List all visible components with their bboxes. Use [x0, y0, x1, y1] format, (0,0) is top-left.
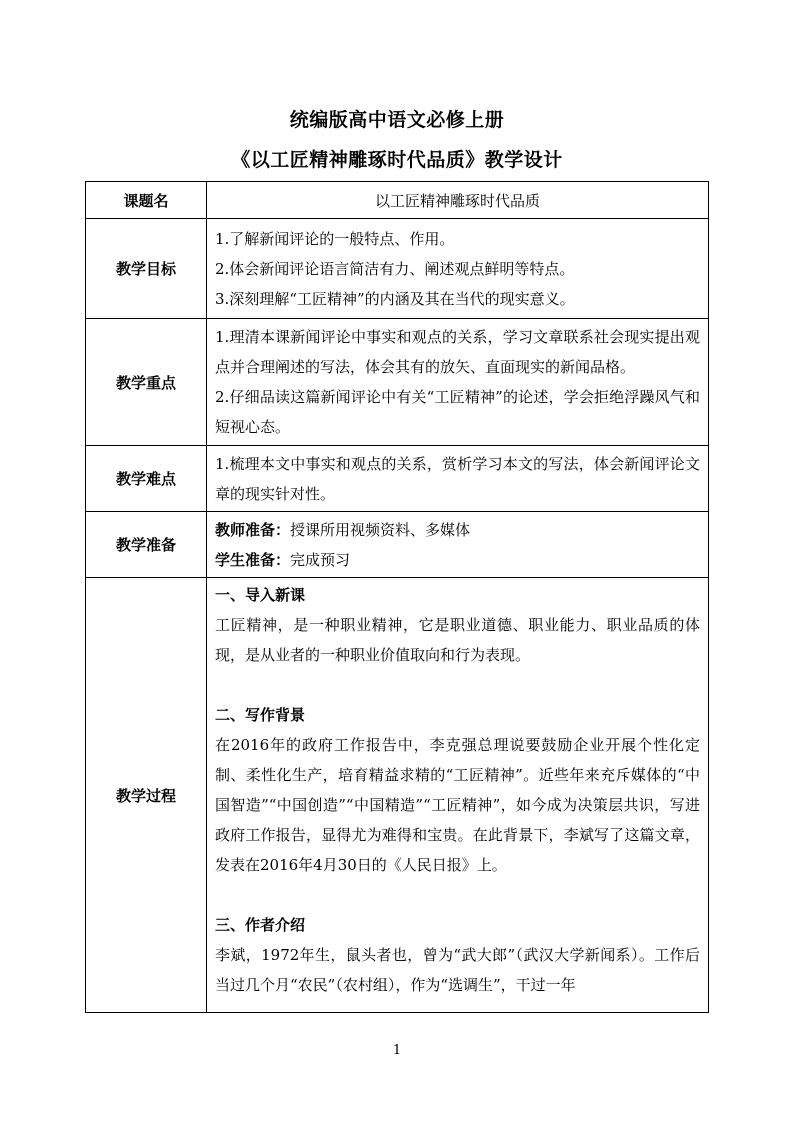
student-preparation: [215, 545, 700, 575]
topic-label: 课题名: [86, 182, 207, 219]
goals-content: [207, 219, 709, 319]
process-label: 教学过程: [86, 578, 207, 1013]
section-heading: 三、作者介绍: [215, 916, 306, 934]
table-row-topic: [86, 182, 709, 219]
document-title: 统编版高中语文必修上册: [289, 109, 505, 131]
difficulty-item: 1.梳理本文中事实和观点的关系，赏析学习本文的写法，体会新闻评论文章的现实针对性。: [215, 454, 700, 503]
student-preparation-label: 学生准备：: [215, 550, 291, 569]
student-preparation-value: 完成预习: [290, 550, 351, 569]
difficulties-content: [207, 446, 709, 512]
section-text: 在2016年的政府工作报告中，李克强总理说要鼓励企业开展个性化定制、柔性化生产，培育精益求精的“工匠精神”。近些年来充斥媒体的“中国智造”“中国创造”“中国精造”“工匠精神”，如今成为决策层共识，写进政府工作报告，显得尤为难得和宝贵。在此背景下，李斌写了这篇文章，发表在2016年4月30日的《人民日报》上。: [215, 736, 700, 874]
section-text: 工匠精神，是一种职业精神，它是职业道德、职业能力、职业品质的体现，是从业者的一种职业价值取向和行为表现。: [215, 616, 700, 664]
goals-label: 教学目标: [86, 219, 207, 319]
topic-value: 以工匠精神雕琢时代品质: [207, 182, 709, 219]
section-heading: 二、写作背景: [215, 706, 306, 724]
table-row-key-points: [86, 319, 709, 446]
teacher-preparation: [215, 515, 700, 545]
section-heading: 一、导入新课: [215, 586, 306, 604]
difficulties-label: 教学难点: [86, 446, 207, 512]
table-row-preparation: [86, 512, 709, 578]
key-point-item: 2.仔细品读这篇新闻评论中有关“工匠精神”的论述，学会拒绝浮躁风气和短视心态。: [215, 388, 700, 436]
goal-item: 2.体会新闻评论语言简洁有力、阐述观点鲜明等特点。: [215, 259, 575, 278]
key-points-content: [207, 319, 709, 446]
preparation-content: [207, 512, 709, 578]
table-row-goals: [86, 219, 709, 319]
preparation-label: 教学准备: [86, 512, 207, 578]
teacher-preparation-value: 授课所用视频资料、多媒体: [290, 520, 471, 539]
lesson-plan-table: [85, 181, 709, 1013]
teacher-preparation-label: 教师准备：: [215, 520, 291, 539]
key-point-item: 1.理清本课新闻评论中事实和观点的关系，学习文章联系社会现实提出观点并合理阐述的写法，体会其有的放矢、直面现实的新闻品格。: [215, 328, 700, 376]
process-content: [207, 578, 709, 1013]
table-row-difficulties: [86, 446, 709, 512]
key-points-label: 教学重点: [86, 319, 207, 446]
document-subtitle: 《以工匠精神雕琢时代品质》教学设计: [231, 149, 563, 171]
section-text: 李斌，1972年生，鼠头者也，曾为“武大郎”（武汉大学新闻系）。工作后当过几个月“农民”（农村组），作为“选调生”，干过一年: [215, 946, 700, 994]
page-number: 1: [392, 1043, 402, 1058]
goal-item: 3.深刻理解“工匠精神”的内涵及其在当代的现实意义。: [215, 289, 575, 308]
table-row-process: [86, 578, 709, 1013]
goal-item: 1.了解新闻评论的一般特点、作用。: [215, 229, 455, 248]
